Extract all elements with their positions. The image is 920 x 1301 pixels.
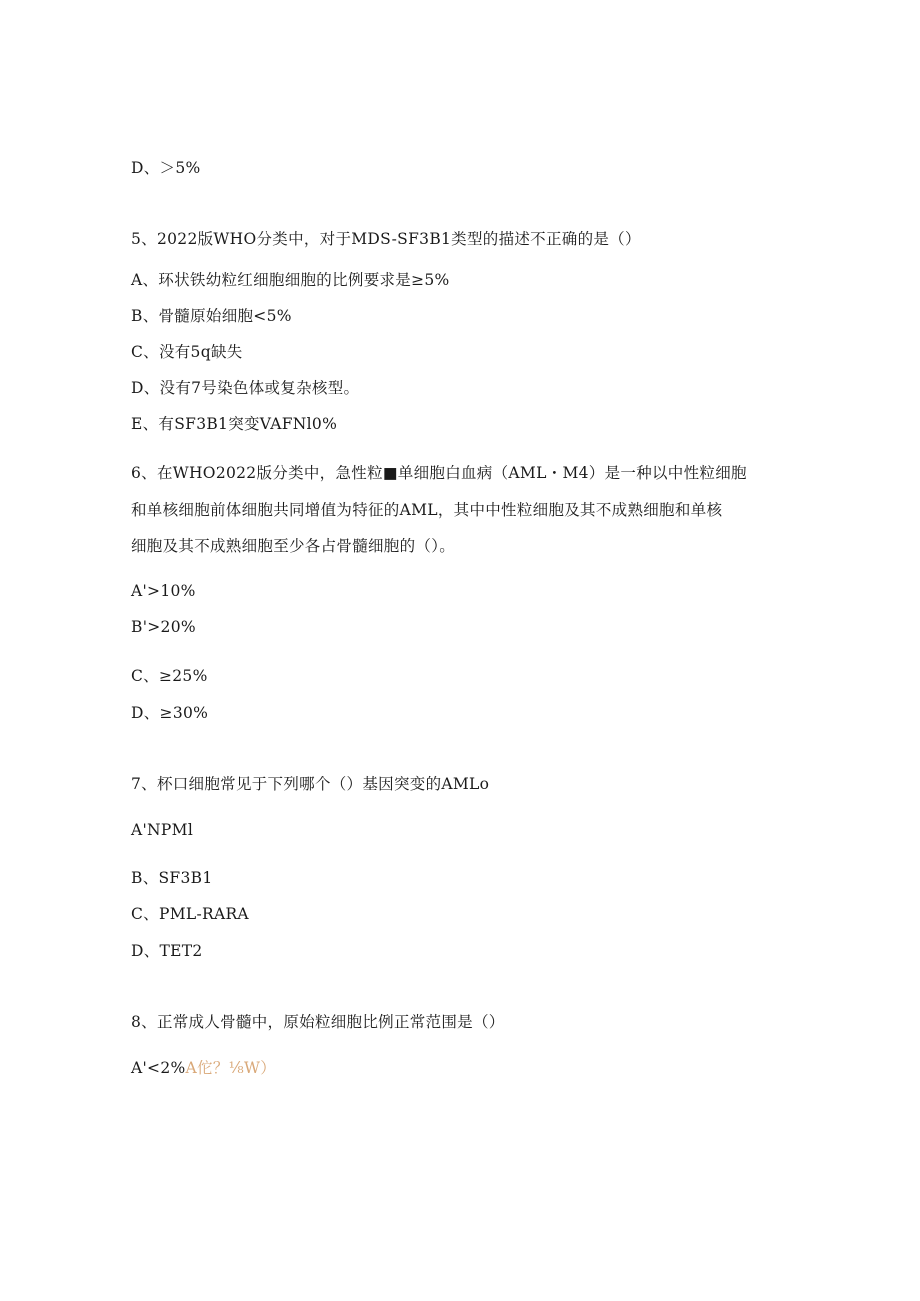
q7-stem: 7、杯口细胞常见于下列哪个（）基因突变的AMLo: [131, 775, 490, 793]
q5-stem: 5、2022版WHO分类中，对于MDS-SF3B1类型的描述不正确的是（）: [131, 230, 641, 248]
q6-option-d: D、≥30%: [131, 704, 209, 722]
q5-option-d: D、没有7号染色体或复杂核型。: [131, 379, 360, 397]
q6-stem-line-1: 6、在WHO2022版分类中，急性粒■单细胞白血病（AML・M4）是一种以中性粒细胞: [131, 464, 747, 482]
q6-stem-line-2: 和单核细胞前体细胞共同增值为特征的AML，其中中性粒细胞及其不成熟细胞和单核: [131, 501, 723, 519]
q5-option-a: A、环状铁幼粒红细胞细胞的比例要求是≥5%: [131, 271, 450, 289]
q7-option-d: D、TET2: [131, 942, 203, 960]
q5-option-e: E、有SF3B1突变VAFNl0%: [131, 415, 338, 433]
q4-option-d: D、＞5%: [131, 159, 201, 177]
q7-option-c: C、PML-RARA: [131, 905, 249, 923]
q8-option-a-text: A'<2%: [131, 1059, 186, 1077]
q6-option-a: A'>10%: [131, 582, 196, 600]
q6-option-c: C、≥25%: [131, 667, 208, 685]
q5-option-b: B、骨髓原始细胞<5%: [131, 307, 292, 325]
q8-stem: 8、正常成人骨髓中，原始粒细胞比例正常范围是（）: [131, 1013, 505, 1031]
q7-option-b: B、SF3B1: [131, 869, 213, 887]
q7-option-a: A'NPMl: [131, 821, 194, 839]
q6-stem-line-3: 细胞及其不成熟细胞至少各占骨髓细胞的（）。: [131, 537, 456, 555]
q5-option-c: C、没有5q缺失: [131, 343, 243, 361]
q8-option-a-faded-text: A佗？⅛W）: [185, 1059, 276, 1077]
q8-option-a: [131, 1058, 276, 1078]
q6-option-b: B'>20%: [131, 618, 196, 636]
